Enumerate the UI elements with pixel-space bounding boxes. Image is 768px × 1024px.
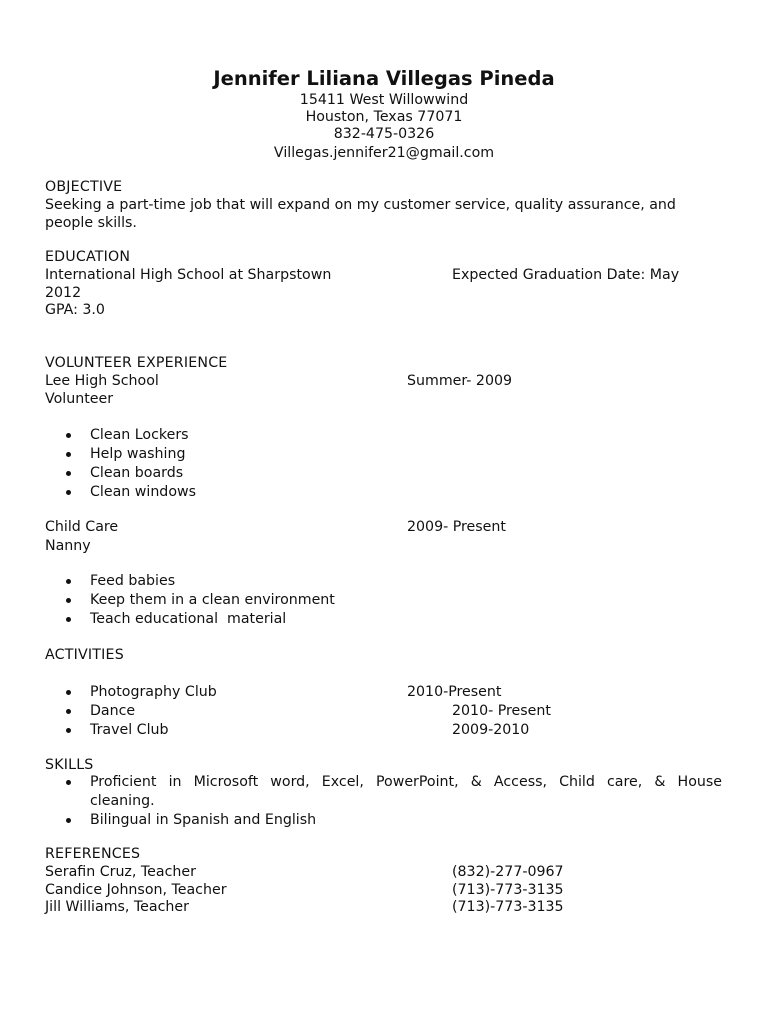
references-heading: REFERENCES [45, 846, 141, 862]
graduation-year: 2012 [45, 285, 82, 301]
bullet-icon [66, 709, 71, 714]
gpa: GPA: 3.0 [45, 302, 105, 318]
volunteer-heading: VOLUNTEER EXPERIENCE [45, 355, 228, 371]
address-line-2: Houston, Texas 77071 [305, 109, 463, 125]
skill-item-line-1: Proficient in Microsoft word, Excel, PowerPoint, & Access, Child care, & House [90, 774, 722, 790]
skill-item-line-2: cleaning. [90, 793, 155, 809]
activity-date: 2010-Present [407, 684, 502, 700]
bullet-icon [66, 598, 71, 603]
bullet-icon [66, 728, 71, 733]
bullet-icon [66, 471, 71, 476]
objective-heading: OBJECTIVE [45, 179, 123, 195]
reference-name: Jill Williams, Teacher [45, 899, 189, 915]
bullet-icon [66, 452, 71, 457]
bullet-icon [66, 490, 71, 495]
bullet-icon [66, 617, 71, 622]
volunteer-role: Nanny [45, 538, 91, 554]
bullet-icon [66, 579, 71, 584]
graduation-date: Expected Graduation Date: May [452, 267, 680, 283]
school-name: International High School at Sharpstown [45, 267, 332, 283]
bullet-icon [66, 780, 71, 785]
activity-date: 2009-2010 [452, 722, 530, 738]
objective-text-line-2: people skills. [45, 215, 137, 231]
volunteer-org: Child Care [45, 519, 119, 535]
reference-name: Candice Johnson, Teacher [45, 882, 227, 898]
skills-heading: SKILLS [45, 757, 94, 773]
phone-number: 832-475-0326 [333, 126, 435, 142]
volunteer-date: 2009- Present [407, 519, 506, 535]
resume-page: Jennifer Liliana Villegas Pineda 15411 West Willowwind Houston, Texas 77071 832-475-0326 Villegas.jennifer21@gmail.com OBJECTIVE Seeking a part-time job that will expand on my customer service, quality assurance, and people skills. EDUCATION International High School at Sharpstown Expected Graduation Date: May 2012 GPA: 3.0 VOLUNTEER EXPERIENCE Lee High School Summer- 2009 Volunteer Clean Lockers Help washing Clean boards Clean windows Child Care 2009- Present Nanny Feed babies Keep them in a clean environment Teach educational material ACTIVITIES Photography Club 2010-Present Dance 2010- Present Travel Club 2009-2010 SKILLS Proficient in Microsoft word, Excel, PowerPoint, & Access, Child care, & House cleaning. Bilingual in Spanish and English REFERENCES Serafin Cruz, Teacher (832)-277-0967 Candice Johnson, Teacher (713)-773-3135 Jill Williams, Teacher (713)-773-3135 [0, 0, 768, 1024]
reference-phone: (713)-773-3135 [452, 899, 564, 915]
objective-text-line-1: Seeking a part-time job that will expand on my customer service, quality assurance, and [45, 197, 676, 213]
education-heading: EDUCATION [45, 249, 131, 265]
activities-heading: ACTIVITIES [45, 647, 124, 663]
volunteer-role: Volunteer [45, 391, 114, 407]
reference-phone: (832)-277-0967 [452, 864, 564, 880]
candidate-name: Jennifer Liliana Villegas Pineda [213, 67, 555, 90]
bullet-icon [66, 818, 71, 823]
activity-date: 2010- Present [452, 703, 551, 719]
bullet-icon [66, 690, 71, 695]
address-line-1: 15411 West Willowwind [299, 92, 469, 108]
reference-name: Serafin Cruz, Teacher [45, 864, 196, 880]
email-address: Villegas.jennifer21@gmail.com [273, 145, 495, 161]
bullet-icon [66, 433, 71, 438]
volunteer-date: Summer- 2009 [407, 373, 513, 389]
reference-phone: (713)-773-3135 [452, 882, 564, 898]
volunteer-org: Lee High School [45, 373, 159, 389]
